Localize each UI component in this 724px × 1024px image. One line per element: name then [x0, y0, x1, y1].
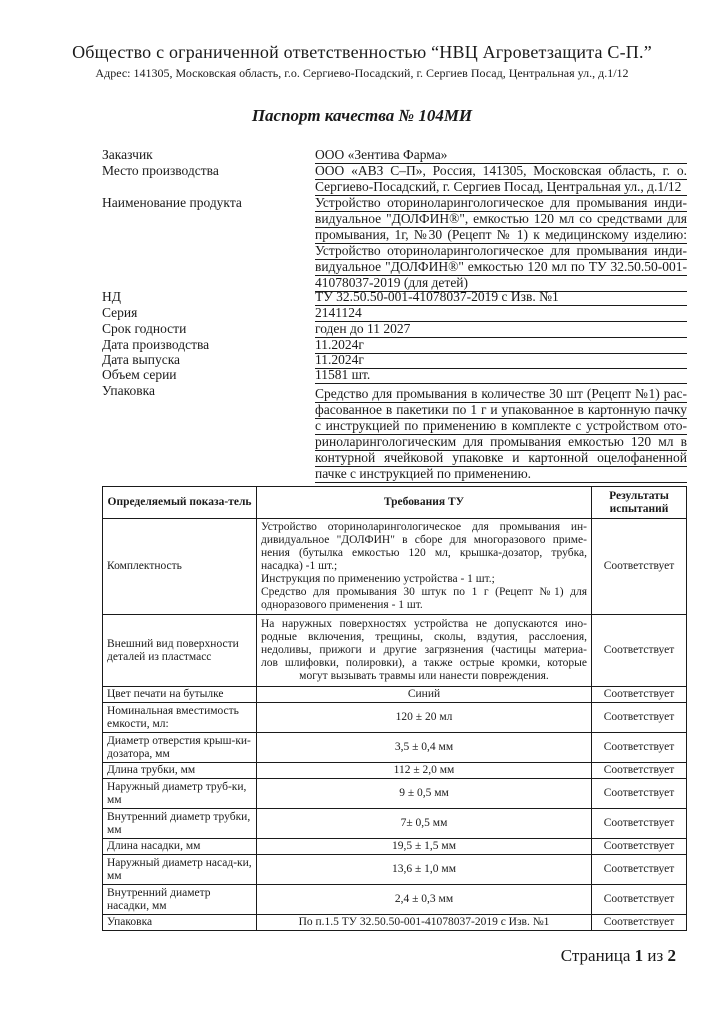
result-cell: Соответствует	[592, 763, 687, 779]
result-cell: Соответствует	[592, 839, 687, 855]
table-row	[103, 839, 687, 855]
result-cell: Соответствует	[592, 703, 687, 733]
requirement-cell: 2,4 ± 0,3 мм	[257, 885, 592, 915]
requirement-line: нения (бутылка емкостью 120 мл, крышка-дозатор, трубка,	[261, 547, 587, 559]
requirement-line: недоливы, прижоги и другие загрязнения (частицы материа-	[261, 644, 587, 656]
requirement-cell: 112 ± 2,0 мм	[257, 763, 592, 779]
packaging-line: с инструкцией по применению в комплекте с устройством ото-	[315, 418, 687, 433]
result-cell: Соответствует	[592, 809, 687, 839]
param-cell: Длина трубки, мм	[103, 763, 257, 779]
requirement-line: одноразового применения - 1 шт.	[261, 599, 423, 611]
table-row	[103, 687, 687, 703]
requirement-cell: 3,5 ± 0,4 мм	[257, 733, 592, 763]
packaging-line: контурной ячейковой упаковке и картонной оцелофаненной	[315, 450, 687, 465]
requirement-cell	[257, 615, 592, 687]
result-cell: Соответствует	[592, 915, 687, 931]
result-cell: Соответствует	[592, 687, 687, 703]
requirements-table	[102, 486, 687, 931]
requirement-line: насадка) -1 шт.;	[261, 560, 338, 572]
requirement-cell: Синий	[257, 687, 592, 703]
product-line: Устройство оториноларингологическое для промывания инди-	[315, 195, 687, 210]
table-row	[103, 763, 687, 779]
release-date-label: Дата выпуска	[102, 352, 181, 367]
requirement-cell: По п.1.5 ТУ 32.50.50-001-41078037-2019 с Изв. №1	[257, 915, 592, 931]
result-cell: Соответствует	[592, 855, 687, 885]
product-line: видуальное "ДОЛФИН®" емкостью 120 мл по ТУ 32.50.50-001-	[315, 259, 687, 274]
requirement-cell: 13,6 ± 1,0 мм	[257, 855, 592, 885]
result-cell: Соответствует	[592, 615, 687, 687]
requirement-line: лов шлифовки, полировки), а также острые кромки, которые	[261, 657, 587, 669]
param-cell: Наружный диаметр насад-ки, мм	[103, 855, 257, 885]
table-row	[103, 703, 687, 733]
requirement-line: Средство для промывания 30 штук по 1 г (Рецепт №1) для	[261, 586, 587, 598]
param-cell: Цвет печати на бутылке	[103, 687, 257, 703]
page-counter	[561, 946, 676, 966]
table-row	[103, 519, 687, 615]
nd-value: ТУ 32.50.50-001-41078037-2019 с Изв. №1	[315, 289, 687, 306]
table-row	[103, 615, 687, 687]
param-cell: Длина насадки, мм	[103, 839, 257, 855]
release-date-value: 11.2024г	[315, 352, 687, 369]
page-word: Страница	[560, 946, 631, 965]
table-row	[103, 915, 687, 931]
requirement-cell: 7± 0,5 мм	[257, 809, 592, 839]
param-cell: Наружный диаметр труб-ки, мм	[103, 779, 257, 809]
table-row	[103, 733, 687, 763]
place-label: Место производства	[102, 163, 219, 178]
page-number: 1	[634, 946, 644, 965]
series-label: Серия	[102, 305, 138, 320]
param-cell: Диаметр отверстия крыш-ки-дозатора, мм	[103, 733, 257, 763]
requirement-line: могут вызывать травмы или нанести повреждения.	[299, 670, 549, 682]
requirement-cell: 19,5 ± 1,5 мм	[257, 839, 592, 855]
requirement-line: дивидуальное "ДОЛФИН" в сборе для многоразового приме-	[261, 534, 587, 546]
header-requirements: Требования ТУ	[257, 487, 592, 519]
requirement-line: На наружных поверхностях устройства не допускаются ино-	[261, 618, 587, 630]
place-line-2: Сергиево-Посадский, г. Сергиев Посад, Центральная ул., д.1/12	[315, 179, 687, 196]
batch-volume-value: 11581 шт.	[315, 367, 687, 384]
customer-value: ООО «Зентива Фарма»	[315, 147, 687, 164]
shelf-life-label: Срок годности	[102, 321, 187, 336]
packaging-label: Упаковка	[102, 383, 155, 398]
header-parameter: Определяемый показа-тель	[103, 487, 257, 519]
page-of-word: из	[647, 946, 664, 965]
production-date-value: 11.2024г	[315, 337, 687, 354]
shelf-life-value: годен до 11 2027	[315, 321, 687, 338]
page-total: 2	[667, 946, 676, 965]
packaging-line: Средство для промывания в количестве 30 шт (Рецепт №1) рас-	[315, 386, 687, 401]
param-cell: Комплектность	[103, 519, 257, 615]
requirement-cell: 120 ± 20 мл	[257, 703, 592, 733]
param-cell: Внутренний диаметр трубки, мм	[103, 809, 257, 839]
packaging-line: риноларингологическим для промывания емкостью 120 мл в	[315, 434, 687, 449]
customer-label: Заказчик	[102, 147, 153, 162]
document-title: Паспорт качества № 104МИ	[251, 106, 473, 125]
requirement-line: Инструкция по применению устройства - 1 шт.;	[261, 573, 495, 585]
production-date-label: Дата производства	[102, 337, 210, 352]
packaging-line: пачке с инструкцией по применению.	[315, 466, 687, 483]
param-cell: Номинальная вместимость емкости, мл:	[103, 703, 257, 733]
product-label: Наименование продукта	[102, 195, 242, 210]
param-cell: Внешний вид поверхности деталей из пластмасс	[103, 615, 257, 687]
result-cell: Соответствует	[592, 519, 687, 615]
organization-name: Общество с ограниченной ответственностью “НВЦ Агроветзащита С-П.”	[72, 42, 652, 62]
requirement-cell	[257, 519, 592, 615]
nd-label: НД	[102, 289, 121, 304]
result-cell: Соответствует	[592, 885, 687, 915]
organization-address: Адрес: 141305, Московская область, г.о. Сергиево-Посадский, г. Сергиев Посад, Центральная ул., д.1/12	[95, 66, 629, 80]
batch-volume-label: Объем серии	[102, 367, 177, 382]
requirement-line: родные включения, трещины, сколы, вздутия, расслоения,	[261, 631, 587, 643]
param-cell: Упаковка	[103, 915, 257, 931]
product-line: Устройство оториноларингологическое для промывания инди-	[315, 243, 687, 258]
result-cell: Соответствует	[592, 733, 687, 763]
product-line: 41078037-2019 (для детей)	[315, 275, 687, 292]
product-line: видуальное "ДОЛФИН®", емкостью 120 мл со средствами для	[315, 211, 687, 226]
product-line: промывания, 1г, №30 (Рецепт № 1) к медицинскому изделию:	[315, 227, 687, 242]
series-value: 2141124	[315, 305, 687, 322]
param-cell: Внутренний диаметр насадки, мм	[103, 885, 257, 915]
header-results: Результаты испытаний	[592, 487, 687, 519]
result-cell: Соответствует	[592, 779, 687, 809]
table-row	[103, 885, 687, 915]
table-row	[103, 855, 687, 885]
packaging-line: фасованное в пакетики по 1 г и упакованное в картонную пачку	[315, 402, 687, 417]
table-header-row	[103, 487, 687, 519]
table-row	[103, 779, 687, 809]
place-line-1: ООО «АВЗ С–П», Россия, 141305, Московская область, г. о.	[315, 163, 687, 178]
table-row	[103, 809, 687, 839]
requirement-line: Устройство оториноларингологическое для промывания ин-	[261, 521, 587, 533]
requirement-cell: 9 ± 0,5 мм	[257, 779, 592, 809]
